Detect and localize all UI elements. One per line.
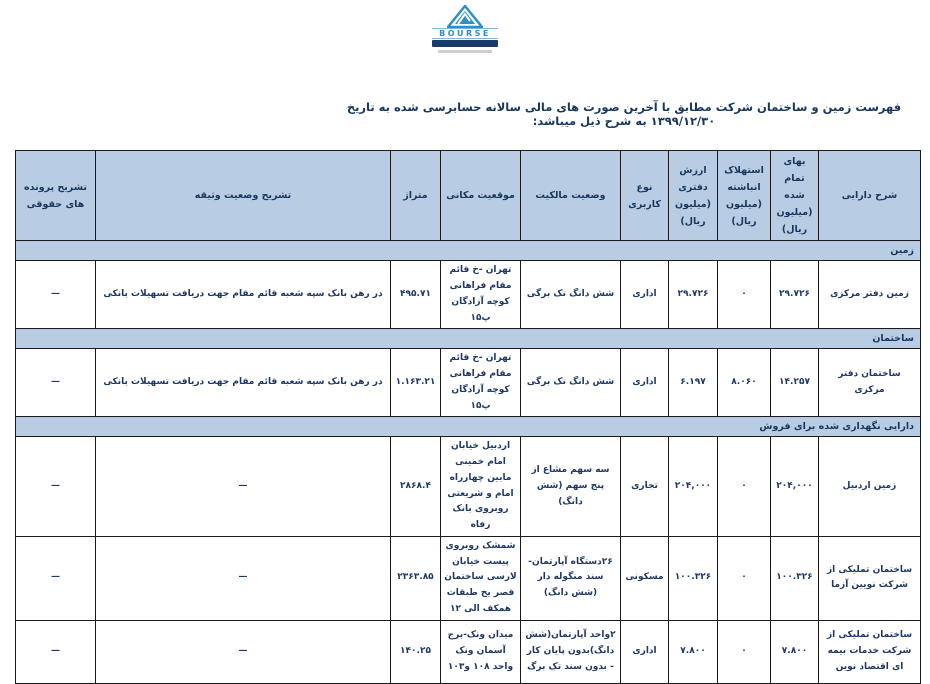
table-row [16, 437, 921, 537]
section-row-held-for-sale [16, 417, 921, 437]
cell-book-value: ۱۰۰.۳۲۶ [669, 536, 718, 620]
cell-total-cost: ۲۰۴,۰۰۰ [771, 437, 819, 537]
cell-location: اردبیل خیابان امام خمینی مابین چهارراه امام و شریعتی روبروی بانک رفاه [441, 437, 521, 537]
cell-ownership-status: شش دانگ تک برگی [521, 349, 621, 417]
cell-collateral-status: در رهن بانک سپه شعبه قائم مقام جهت دریافت تسهیلات بانکی [96, 349, 391, 417]
cell-ownership-status: سه سهم مشاع از پنج سهم (شش دانگ) [521, 437, 621, 537]
cell-asset-name: ساختمان تملیکی از شرکت نویین آزما [819, 536, 921, 620]
cell-location: تهران -خ قائم مقام فراهانی کوچه آزادگان پ۱۵ [441, 261, 521, 329]
cell-legal-cases: — [16, 620, 96, 683]
table-header-row [16, 151, 921, 241]
logo-banner [432, 40, 498, 47]
cell-area: ۱.۱۶۳.۲۱ [391, 349, 441, 417]
header-ownership-status: وضعیت مالکیت [521, 151, 621, 241]
section-label: زمین [16, 241, 921, 261]
cell-location: میدان ونک-برج آسمان ونک واحد ۱۰۸ و۱۰۳ [441, 620, 521, 683]
cell-legal-cases: — [16, 349, 96, 417]
cell-area: ۲۸۶۸.۴ [391, 437, 441, 537]
cell-total-cost: ۷.۸۰۰ [771, 620, 819, 683]
header-usage-type: نوع کاربری [621, 151, 669, 241]
cell-collateral-status: — [96, 620, 391, 683]
cell-asset-name: ساختمان تملیکی از شرکت خدمات بیمه ای اقتصاد نوین [819, 620, 921, 683]
cell-total-cost: ۱۴.۲۵۷ [771, 349, 819, 417]
cell-ownership-status: شش دانگ تک برگی [521, 261, 621, 329]
header-legal-cases: تشریح پرونده های حقوقی [16, 151, 96, 241]
section-label: دارایی نگهداری شده برای فروش [16, 417, 921, 437]
bourse-logo [432, 5, 498, 53]
cell-usage-type: مسکونی [621, 536, 669, 620]
logo-brand-text: BOURSE [432, 28, 498, 39]
logo-tagline [438, 50, 492, 53]
cell-accumulated-depreciation: ۰ [718, 261, 771, 329]
cell-legal-cases: — [16, 536, 96, 620]
cell-usage-type: تجاری [621, 437, 669, 537]
cell-location: شمشک روبروی پیست خیابان لارسی ساختمان قصر یخ طبقات همکف الی ۱۲ [441, 536, 521, 620]
cell-accumulated-depreciation: ۸.۰۶۰ [718, 349, 771, 417]
cell-book-value: ۲۹.۷۲۶ [669, 261, 718, 329]
cell-collateral-status: — [96, 437, 391, 537]
cell-book-value: ۲۰۴,۰۰۰ [669, 437, 718, 537]
cell-book-value: ۷.۸۰۰ [669, 620, 718, 683]
cell-location: تهران -خ قائم مقام فراهانی کوچه آزادگان پ۱۵ [441, 349, 521, 417]
section-label: ساختمان [16, 329, 921, 349]
table-row [16, 349, 921, 417]
assets-table [15, 150, 921, 684]
cell-asset-name: زمین دفتر مرکزی [819, 261, 921, 329]
cell-area: ۱۴۰.۲۵ [391, 620, 441, 683]
cell-accumulated-depreciation: ۰ [718, 620, 771, 683]
cell-accumulated-depreciation: ۰ [718, 437, 771, 537]
header-asset-name: شرح دارایی [819, 151, 921, 241]
cell-usage-type: اداری [621, 349, 669, 417]
table-row [16, 620, 921, 683]
cell-asset-name: ساختمان دفتر مرکزی [819, 349, 921, 417]
cell-area: ۲۳۶۳.۸۵ [391, 536, 441, 620]
header-book-value: ارزش دفتری (میلیون ریال) [669, 151, 718, 241]
cell-collateral-status: در رهن بانک سپه شعبه قائم مقام جهت دریافت تسهیلات بانکی [96, 261, 391, 329]
header-location: موقعیت مکانی [441, 151, 521, 241]
cell-total-cost: ۲۹.۷۲۶ [771, 261, 819, 329]
section-row-land [16, 241, 921, 261]
cell-ownership-status: ۲واحد آپارتمان(شش دانگ)بدون پایان کار - بدون سند تک برگ [521, 620, 621, 683]
cell-accumulated-depreciation: ۰ [718, 536, 771, 620]
section-row-building [16, 329, 921, 349]
cell-usage-type: اداری [621, 620, 669, 683]
page-title: فهرست زمین و ساختمان شرکت مطابق با آخرین صورت های مالی سالانه حسابرسی شده به تاریخ ۱۳۹۹/۱۲/۳۰ به شرح ذیل میباشد: [346, 100, 902, 128]
logo-triangle-icon [447, 5, 483, 28]
cell-ownership-status: ۲۶دستگاه آپارتمان-سند منگوله دار (شش دانگ) [521, 536, 621, 620]
cell-area: ۴۹۵.۷۱ [391, 261, 441, 329]
cell-collateral-status: — [96, 536, 391, 620]
cell-usage-type: اداری [621, 261, 669, 329]
header-total-cost: بهای تمام شده (میلیون ریال) [771, 151, 819, 241]
table-row [16, 261, 921, 329]
cell-total-cost: ۱۰۰.۳۲۶ [771, 536, 819, 620]
header-collateral-status: تشریح وضعیت وثیقه [96, 151, 391, 241]
cell-legal-cases: — [16, 261, 96, 329]
cell-legal-cases: — [16, 437, 96, 537]
table-row [16, 536, 921, 620]
header-accumulated-depreciation: استهلاک انباشته (میلیون ریال) [718, 151, 771, 241]
cell-book-value: ۶.۱۹۷ [669, 349, 718, 417]
cell-asset-name: زمین اردبیل [819, 437, 921, 537]
header-area: متراژ [391, 151, 441, 241]
